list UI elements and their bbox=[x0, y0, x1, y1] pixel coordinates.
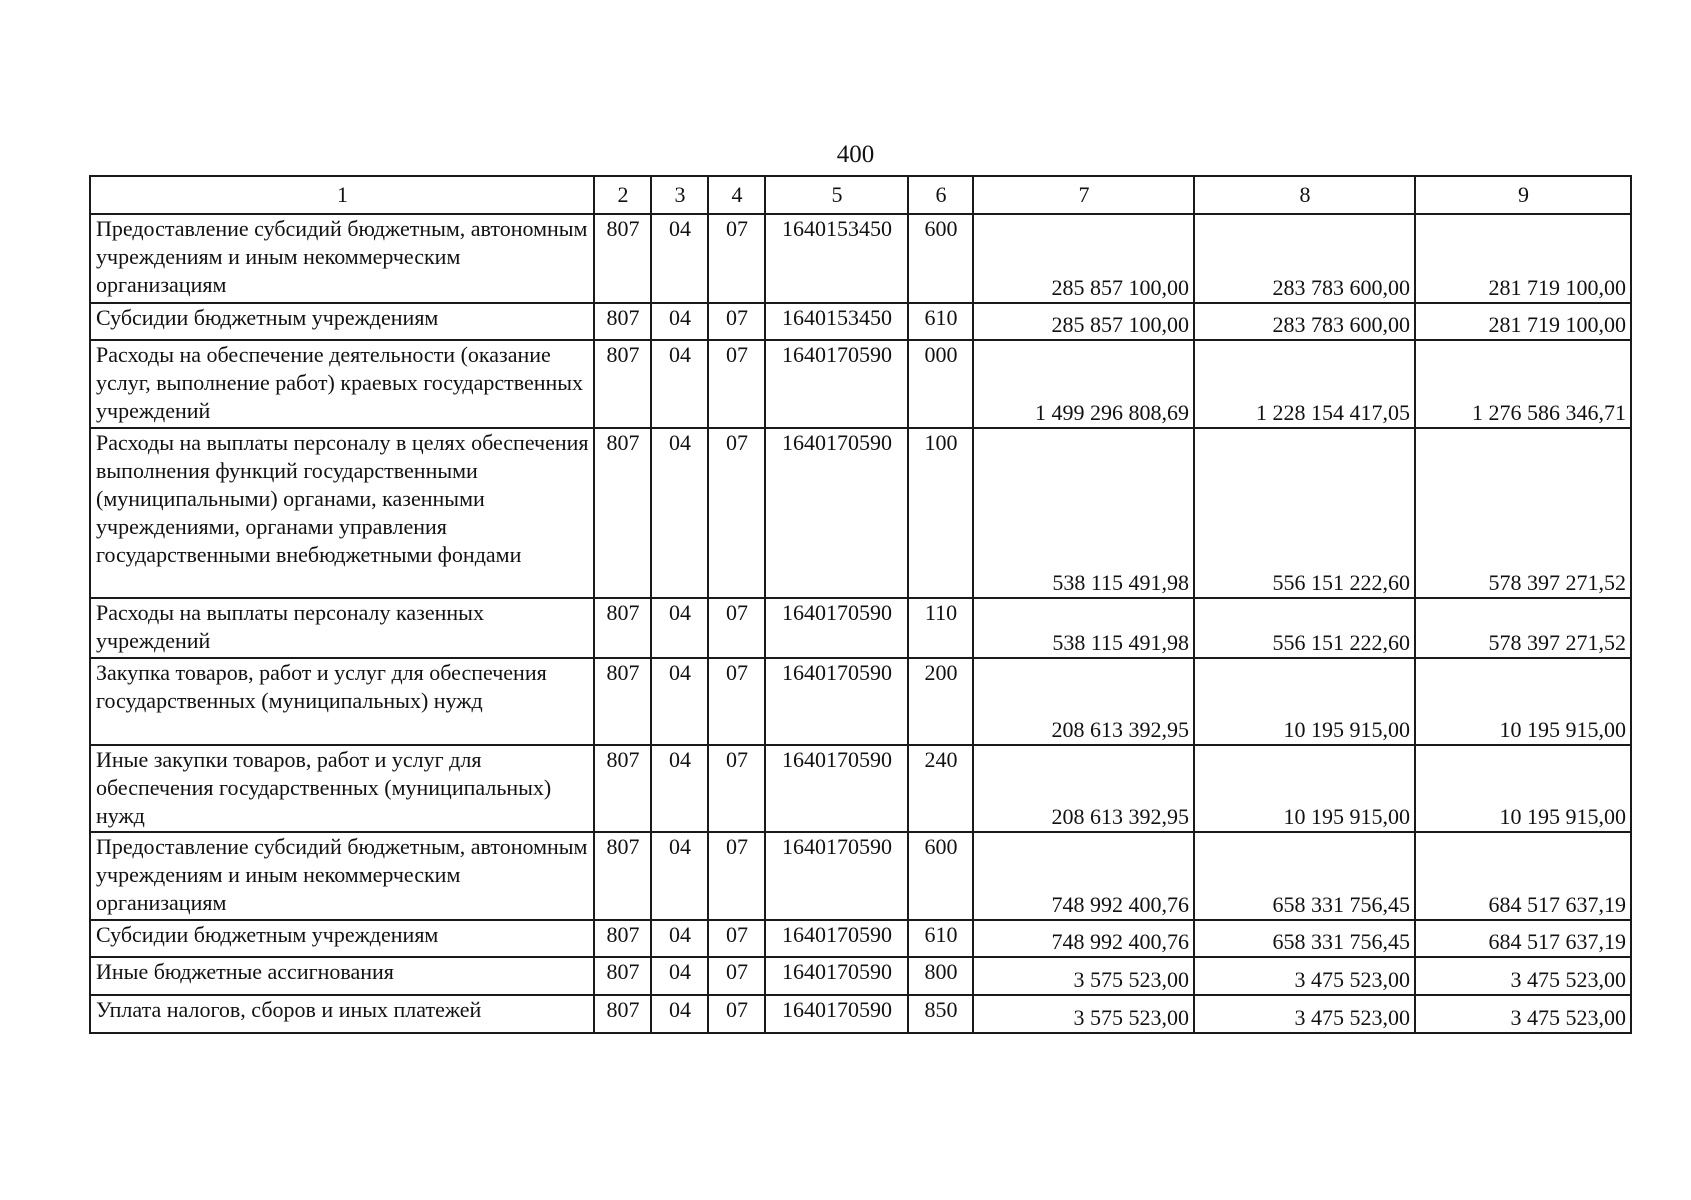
header-row bbox=[90, 176, 1631, 214]
ministry-code: 807 bbox=[594, 214, 651, 303]
section-code: 04 bbox=[651, 995, 708, 1033]
amount-col-7: 538 115 491,98 bbox=[973, 428, 1194, 598]
amount-col-9: 281 719 100,00 bbox=[1415, 303, 1631, 340]
table-row bbox=[90, 658, 1631, 745]
expense-type-code: 110 bbox=[908, 598, 973, 658]
amount-col-8: 3 475 523,00 bbox=[1194, 995, 1415, 1033]
header-cell: 8 bbox=[1194, 176, 1415, 214]
expense-type-code: 800 bbox=[908, 957, 973, 995]
section-code: 04 bbox=[651, 340, 708, 428]
target-code: 1640170590 bbox=[765, 995, 908, 1033]
expense-name: Расходы на обеспечение деятельности (оказание услуг, выполнение работ) краевых государственных учреждений bbox=[90, 340, 594, 428]
table-row bbox=[90, 598, 1631, 658]
amount-col-8: 1 228 154 417,05 bbox=[1194, 340, 1415, 428]
amount-col-7: 748 992 400,76 bbox=[973, 920, 1194, 957]
subsection-code: 07 bbox=[708, 303, 765, 340]
amount-col-8: 658 331 756,45 bbox=[1194, 832, 1415, 920]
expense-name: Закупка товаров, работ и услуг для обеспечения государственных (муниципальных) нужд bbox=[90, 658, 594, 745]
expense-type-code: 600 bbox=[908, 214, 973, 303]
table-row bbox=[90, 920, 1631, 957]
header-cell: 7 bbox=[973, 176, 1194, 214]
expense-name: Субсидии бюджетным учреждениям bbox=[90, 303, 594, 340]
page-number: 400 bbox=[836, 141, 875, 168]
subsection-code: 07 bbox=[708, 920, 765, 957]
expense-type-code: 200 bbox=[908, 658, 973, 745]
target-code: 1640170590 bbox=[765, 920, 908, 957]
amount-col-7: 285 857 100,00 bbox=[973, 303, 1194, 340]
subsection-code: 07 bbox=[708, 340, 765, 428]
expense-name: Субсидии бюджетным учреждениям bbox=[90, 920, 594, 957]
ministry-code: 807 bbox=[594, 598, 651, 658]
expense-name: Расходы на выплаты персоналу в целях обеспечения выполнения функций государственными (муниципальными) органами, казенными учреждениями, органами управления государственными внебюджетными фондами bbox=[90, 428, 594, 598]
amount-col-9: 1 276 586 346,71 bbox=[1415, 340, 1631, 428]
section-code: 04 bbox=[651, 658, 708, 745]
ministry-code: 807 bbox=[594, 995, 651, 1033]
section-code: 04 bbox=[651, 920, 708, 957]
target-code: 1640170590 bbox=[765, 745, 908, 832]
table-row bbox=[90, 428, 1631, 598]
ministry-code: 807 bbox=[594, 303, 651, 340]
expense-name: Иные закупки товаров, работ и услуг для обеспечения государственных (муниципальных) нужд bbox=[90, 745, 594, 832]
budget-table bbox=[89, 175, 1632, 1034]
table-row bbox=[90, 957, 1631, 995]
header-cell: 9 bbox=[1415, 176, 1631, 214]
target-code: 1640170590 bbox=[765, 832, 908, 920]
subsection-code: 07 bbox=[708, 745, 765, 832]
subsection-code: 07 bbox=[708, 957, 765, 995]
ministry-code: 807 bbox=[594, 745, 651, 832]
target-code: 1640170590 bbox=[765, 658, 908, 745]
amount-col-9: 3 475 523,00 bbox=[1415, 957, 1631, 995]
header-cell: 2 bbox=[594, 176, 651, 214]
table-row bbox=[90, 745, 1631, 832]
ministry-code: 807 bbox=[594, 340, 651, 428]
amount-col-9: 10 195 915,00 bbox=[1415, 658, 1631, 745]
amount-col-8: 283 783 600,00 bbox=[1194, 303, 1415, 340]
header-cell: 3 bbox=[651, 176, 708, 214]
expense-name: Предоставление субсидий бюджетным, автономным учреждениям и иным некоммерческим организациям bbox=[90, 832, 594, 920]
table-row bbox=[90, 832, 1631, 920]
amount-col-8: 556 151 222,60 bbox=[1194, 428, 1415, 598]
ministry-code: 807 bbox=[594, 428, 651, 598]
expense-type-code: 100 bbox=[908, 428, 973, 598]
subsection-code: 07 bbox=[708, 428, 765, 598]
amount-col-9: 10 195 915,00 bbox=[1415, 745, 1631, 832]
table-row bbox=[90, 303, 1631, 340]
amount-col-7: 285 857 100,00 bbox=[973, 214, 1194, 303]
amount-col-7: 1 499 296 808,69 bbox=[973, 340, 1194, 428]
amount-col-9: 281 719 100,00 bbox=[1415, 214, 1631, 303]
target-code: 1640170590 bbox=[765, 428, 908, 598]
amount-col-7: 208 613 392,95 bbox=[973, 658, 1194, 745]
header-cell: 5 bbox=[765, 176, 908, 214]
ministry-code: 807 bbox=[594, 920, 651, 957]
amount-col-7: 3 575 523,00 bbox=[973, 957, 1194, 995]
amount-col-8: 556 151 222,60 bbox=[1194, 598, 1415, 658]
expense-type-code: 850 bbox=[908, 995, 973, 1033]
section-code: 04 bbox=[651, 745, 708, 832]
header-cell: 4 bbox=[708, 176, 765, 214]
expense-name: Предоставление субсидий бюджетным, автономным учреждениям и иным некоммерческим организациям bbox=[90, 214, 594, 303]
amount-col-7: 3 575 523,00 bbox=[973, 995, 1194, 1033]
table-row bbox=[90, 995, 1631, 1033]
target-code: 1640170590 bbox=[765, 340, 908, 428]
expense-name: Уплата налогов, сборов и иных платежей bbox=[90, 995, 594, 1033]
target-code: 1640170590 bbox=[765, 957, 908, 995]
expense-type-code: 000 bbox=[908, 340, 973, 428]
subsection-code: 07 bbox=[708, 214, 765, 303]
expense-type-code: 600 bbox=[908, 832, 973, 920]
ministry-code: 807 bbox=[594, 957, 651, 995]
subsection-code: 07 bbox=[708, 598, 765, 658]
amount-col-8: 658 331 756,45 bbox=[1194, 920, 1415, 957]
amount-col-8: 10 195 915,00 bbox=[1194, 658, 1415, 745]
amount-col-9: 684 517 637,19 bbox=[1415, 920, 1631, 957]
table-row bbox=[90, 214, 1631, 303]
expense-type-code: 240 bbox=[908, 745, 973, 832]
expense-name: Расходы на выплаты персоналу казенных учреждений bbox=[90, 598, 594, 658]
table-row bbox=[90, 340, 1631, 428]
section-code: 04 bbox=[651, 303, 708, 340]
section-code: 04 bbox=[651, 598, 708, 658]
subsection-code: 07 bbox=[708, 832, 765, 920]
section-code: 04 bbox=[651, 214, 708, 303]
ministry-code: 807 bbox=[594, 832, 651, 920]
target-code: 1640170590 bbox=[765, 598, 908, 658]
ministry-code: 807 bbox=[594, 658, 651, 745]
expense-name: Иные бюджетные ассигнования bbox=[90, 957, 594, 995]
amount-col-9: 578 397 271,52 bbox=[1415, 598, 1631, 658]
amount-col-7: 538 115 491,98 bbox=[973, 598, 1194, 658]
section-code: 04 bbox=[651, 832, 708, 920]
amount-col-7: 748 992 400,76 bbox=[973, 832, 1194, 920]
amount-col-8: 283 783 600,00 bbox=[1194, 214, 1415, 303]
amount-col-7: 208 613 392,95 bbox=[973, 745, 1194, 832]
amount-col-8: 3 475 523,00 bbox=[1194, 957, 1415, 995]
header-cell: 1 bbox=[90, 176, 594, 214]
amount-col-9: 578 397 271,52 bbox=[1415, 428, 1631, 598]
subsection-code: 07 bbox=[708, 995, 765, 1033]
target-code: 1640153450 bbox=[765, 303, 908, 340]
section-code: 04 bbox=[651, 428, 708, 598]
amount-col-9: 3 475 523,00 bbox=[1415, 995, 1631, 1033]
expense-type-code: 610 bbox=[908, 920, 973, 957]
subsection-code: 07 bbox=[708, 658, 765, 745]
section-code: 04 bbox=[651, 957, 708, 995]
amount-col-9: 684 517 637,19 bbox=[1415, 832, 1631, 920]
expense-type-code: 610 bbox=[908, 303, 973, 340]
header-cell: 6 bbox=[908, 176, 973, 214]
amount-col-8: 10 195 915,00 bbox=[1194, 745, 1415, 832]
target-code: 1640153450 bbox=[765, 214, 908, 303]
